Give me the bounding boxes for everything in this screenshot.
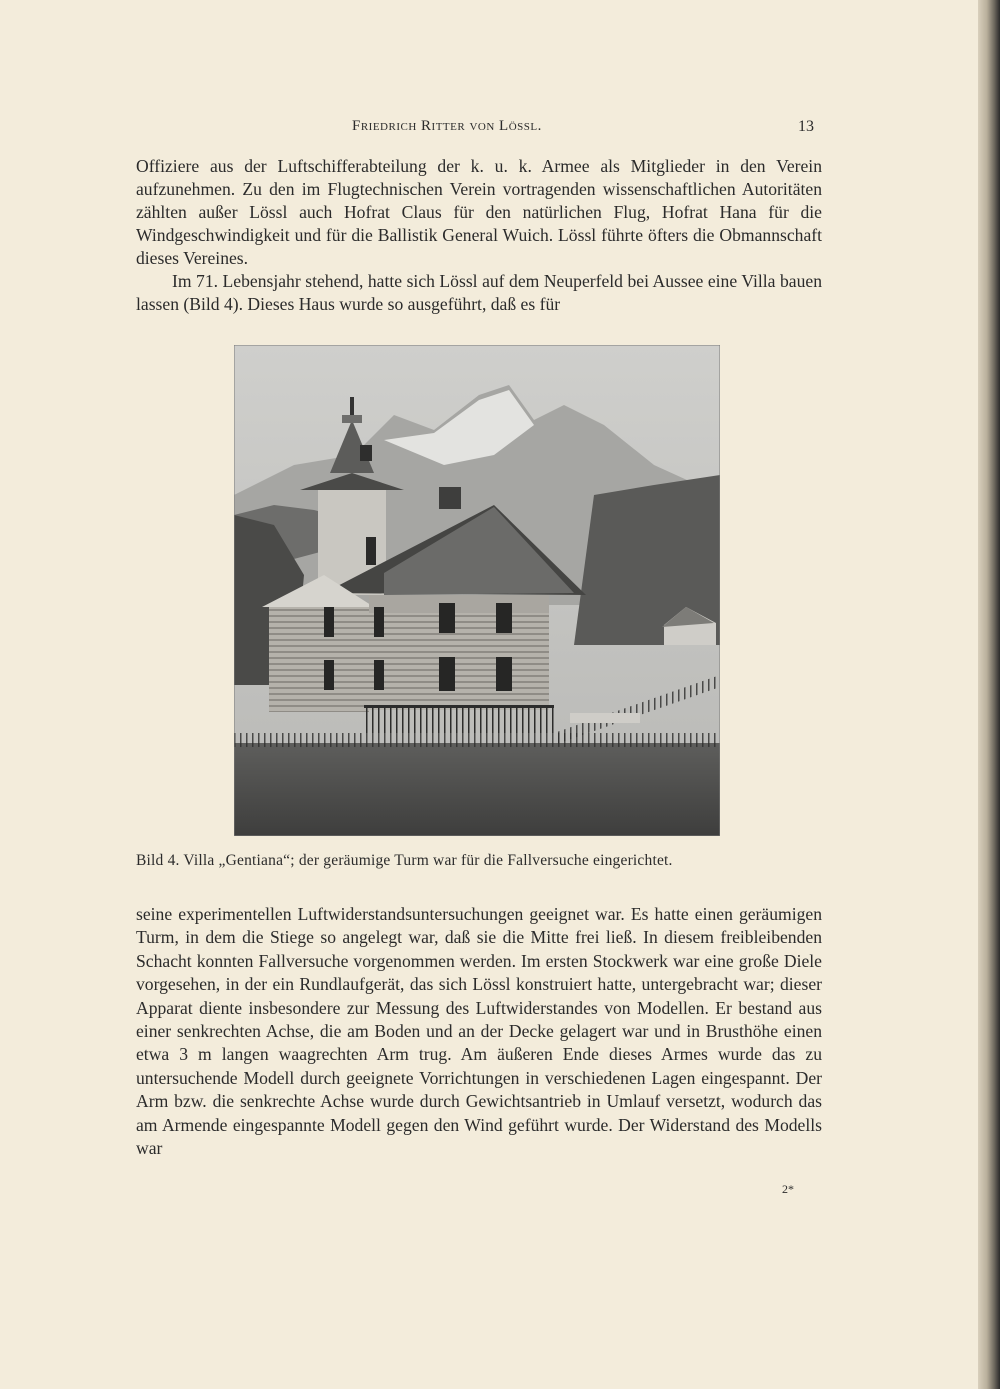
paragraph-1: Offiziere aus der Luftschifferabteilung der k. u. k. Armee als Mitglieder in den Verein aufzunehmen. Zu den im Flugtechnischen Verein vortragenden wissenschaftlichen Autoritäten zählten außer Lössl auch Hofrat Claus für den natürlichen Flug, Hofrat Hana für die Windgeschwindigkeit und für die Ballistik General Wuich. Lössl führte öfters die Obmannschaft dieses Vereines. <box>136 156 822 268</box>
page-edge <box>978 0 1000 1389</box>
page-number: 13 <box>798 118 814 135</box>
signature-mark: 2* <box>782 1182 794 1196</box>
paragraph-3: seine experimentellen Luftwiderstandsuntersuchungen geeignet war. Es hatte einen geräumigen Turm, in dem die Stiege so angelegt war, daß sie die Mitte frei ließ. In diesem freibleibenden Schacht konnten Fallversuche vorgenommen werden. Im ersten Stockwerk war eine große Diele vorgesehen, in der ein Rundlaufgerät, das sich Lössl konstruiert hatte, untergebracht war; dieser Apparat diente insbesondere zur Messung des Luftwiderstandes von Modellen. Er bestand aus einer senkrechten Achse, die am Boden und an der Decke gelagert war und in Brusthöhe einen etwa 3 m langen waagrechten Arm trug. Am äußeren Ende dieses Armes wurde das zu untersuchende Modell durch geeignete Vorrichtungen in verschiedenen Lagen eingespannt. Der Arm bzw. die senkrechte Achse wurde durch Gewichtsantrieb in Umlauf versetzt, wodurch das am Armende eingespannte Modell gegen den Wind geführt wurde. Der Widerstand des Modells war <box>136 904 822 1159</box>
running-head: Friedrich Ritter von Lössl. <box>352 118 542 134</box>
villa-photograph <box>234 345 720 836</box>
villa-photo-image <box>234 345 720 836</box>
top-text-block <box>136 155 822 316</box>
bottom-text-block <box>136 903 822 1160</box>
paragraph-2: Im 71. Lebensjahr stehend, hatte sich Lössl auf dem Neuperfeld bei Aussee eine Villa bauen lassen (Bild 4). Dieses Haus wurde so ausgeführt, daß es für <box>136 271 822 314</box>
figure-caption: Bild 4. Villa „Gentiana“; der geräumige Turm war für die Fallversuche eingerichtet. <box>136 852 673 869</box>
